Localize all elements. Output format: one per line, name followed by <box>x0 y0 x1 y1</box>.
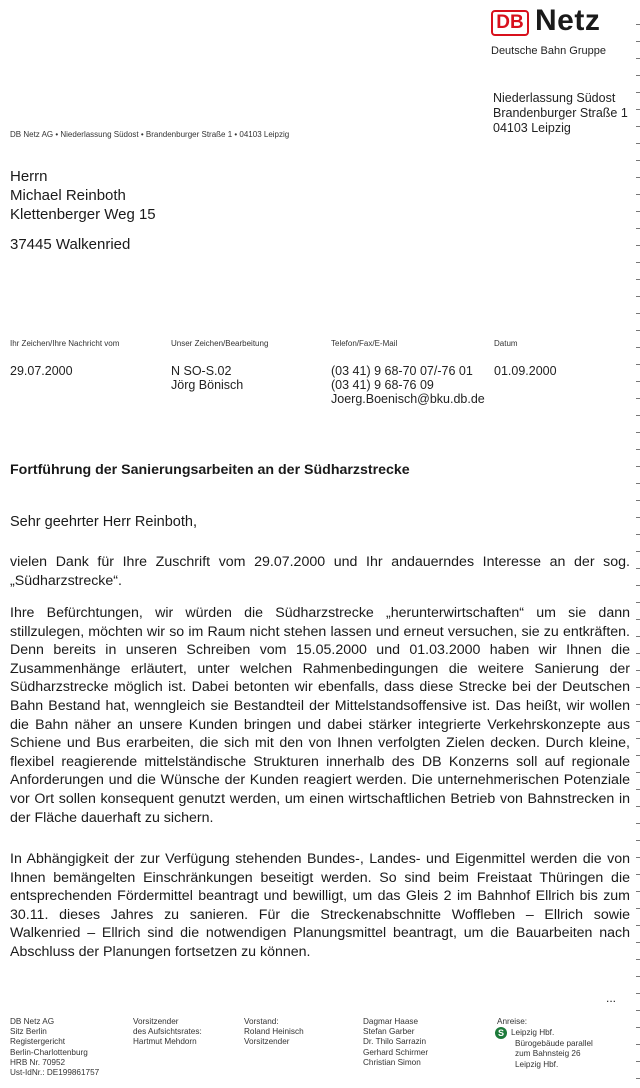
footer-line: Vorsitzender <box>244 1037 290 1047</box>
footer-board <box>244 1017 304 1048</box>
footer-line: Vorsitzender <box>133 1017 179 1026</box>
footer-line: HRB Nr. 70952 <box>10 1057 66 1067</box>
edge-mark <box>636 925 640 926</box>
edge-mark <box>636 857 640 858</box>
ref-label-their: Ihr Zeichen/Ihre Nachricht vom <box>10 339 120 348</box>
edge-mark <box>636 109 640 110</box>
recipient-line: Klettenberger Weg 15 <box>10 206 156 223</box>
letter-subject: Fortführung der Sanierungsarbeiten an der Südharzstrecke <box>10 462 410 478</box>
edge-mark <box>636 874 640 875</box>
edge-mark <box>636 670 640 671</box>
edge-mark <box>636 942 640 943</box>
edge-mark <box>636 687 640 688</box>
ref-label-date: Datum <box>494 339 518 348</box>
edge-mark <box>636 840 640 841</box>
db-netz-logo <box>491 4 615 38</box>
edge-mark <box>636 211 640 212</box>
footer-line: Dagmar Haase <box>363 1017 419 1026</box>
footer-line: Dr. Thilo Sarrazin <box>363 1037 427 1047</box>
footer-line: Hartmut Mehdorn <box>133 1037 197 1047</box>
continuation-mark: ... <box>606 991 617 1005</box>
edge-mark <box>636 41 640 42</box>
edge-mark <box>636 908 640 909</box>
body-paragraph: In Abhängigkeit der zur Verfügung stehenden Bundes-, Landes- und Eigenmittel werden die von Ihnen bemängelten Einschränkungen beseitigt werden. So sind beim Freistaat Thüringen die entsprechenden Fördermittel beantragt und bewilligt, um das Gleis 2 im Bahnhof Ellrich bis zum 30.11. dieses Jahres zu sanieren. Für die Streckenabschnitte Woffleben – Ellrich sowie Walkenried – Ellrich sind die notwendigen Planungsmittel beantragt, um die Bauarbeiten nach Abschluss der Planungen fortsetzen zu können. <box>10 851 630 960</box>
edge-mark <box>636 585 640 586</box>
edge-mark <box>636 568 640 569</box>
edge-mark <box>636 602 640 603</box>
edge-mark <box>636 415 640 416</box>
edge-mark <box>636 1044 640 1045</box>
our-reference-code: N SO-S.02 <box>171 364 232 378</box>
footer-directions-label: Anreise: <box>497 1017 528 1026</box>
footer-line: Berlin-Charlottenburg <box>10 1047 88 1057</box>
letter-date: 01.09.2000 <box>494 364 557 378</box>
edge-mark <box>636 789 640 790</box>
edge-mark <box>636 619 640 620</box>
footer-directions <box>497 1017 593 1070</box>
tagline: Deutsche Bahn Gruppe <box>491 45 606 57</box>
edge-mark <box>636 976 640 977</box>
contact-info <box>331 364 485 406</box>
edge-mark <box>636 92 640 93</box>
sender-address-line: Niederlassung Südost <box>493 91 616 105</box>
return-address-line: DB Netz AG • Niederlassung Südost • Brandenburger Straße 1 • 04103 Leipzig <box>10 130 290 139</box>
footer-directions-line: Leipzig Hbf. <box>511 1028 555 1038</box>
our-reference <box>171 364 243 392</box>
edge-mark <box>636 143 640 144</box>
edge-mark <box>636 160 640 161</box>
contact-fax: (03 41) 9 68-76 09 <box>331 378 434 392</box>
footer-supervisory-board <box>133 1017 202 1048</box>
footer-line: Roland Heinisch <box>244 1027 304 1037</box>
footer-line <box>495 1027 593 1039</box>
edge-mark <box>636 806 640 807</box>
edge-mark <box>636 347 640 348</box>
body-paragraph: Ihre Befürchtungen, wir würden die Südharzstrecke „herunterwirtschaften“ um sie dann stillzulegen, möchten wir so im Raum nicht stehen lassen und erneut versuchen, sie zu entkräften. Denn bereits in unseren Schreiben vom 15.05.2000 und 01.03.2000 haben wir Ihnen die Zusammenhänge erläutert, unter welchen Rahmenbedingungen die weitere Sanierung der Südharzstrecke möglich ist. Dabei betonten wir ebenfalls, dass diese Strecke bei der Deutschen Bahn Bestand hat, wenngleich sie Bestandteil der Mittelstandsoffensive ist. Das heißt, wir wollen die Bahn näher an unsere Kunden bringen und dabei stärker integrierte Verkehrskonzepte aus Schiene und Bus erarbeiten, die sich mit den von Ihnen verfolgten Zielen decken. Durch kleine, flexibel reagierende mittelständische Strukturen innerhalb des DB Konzerns soll auf regionale Anforderungen und die Wünsche der Kunden reagiert werden. Die unternehmerischen Potenziale vor Ort sollen konsequent genutzt werden, um einen wirtschaftlichen Betrieb von Bahnstrecken in der Fläche dauerhaft zu sichern. <box>10 605 630 826</box>
footer-board-members <box>363 1017 428 1068</box>
edge-mark <box>636 517 640 518</box>
edge-mark <box>636 398 640 399</box>
footer-line: Sitz Berlin <box>10 1027 47 1037</box>
logo-netz-word: Netz <box>535 4 601 37</box>
footer-line: Leipzig Hbf. <box>515 1059 559 1069</box>
salutation: Sehr geehrter Herr Reinboth, <box>10 514 197 530</box>
edge-mark <box>636 262 640 263</box>
edge-mark <box>636 959 640 960</box>
edge-mark <box>636 653 640 654</box>
edge-mark <box>636 1027 640 1028</box>
sender-address <box>493 91 628 136</box>
footer-line: Ust-IdNr.: DE199861757 <box>10 1068 100 1078</box>
edge-mark <box>636 534 640 535</box>
edge-mark <box>636 177 640 178</box>
edge-mark <box>636 551 640 552</box>
edge-mark <box>636 466 640 467</box>
edge-mark <box>636 449 640 450</box>
edge-mark <box>636 636 640 637</box>
edge-mark <box>636 993 640 994</box>
edge-mark <box>636 228 640 229</box>
footer-company <box>10 1017 99 1078</box>
our-reference-handler: Jörg Bönisch <box>171 378 244 392</box>
recipient-address <box>10 167 156 224</box>
edge-mark <box>636 279 640 280</box>
recipient-city: 37445 Walkenried <box>10 236 131 253</box>
edge-mark <box>636 772 640 773</box>
edge-mark <box>636 75 640 76</box>
edge-mark <box>636 891 640 892</box>
footer-line: Vorstand: <box>244 1017 279 1026</box>
edge-mark <box>636 432 640 433</box>
footer-line: Registergericht <box>10 1037 66 1047</box>
edge-mark <box>636 58 640 59</box>
footer-line: Stefan Garber <box>363 1027 415 1037</box>
recipient-line: Herrn <box>10 168 48 185</box>
edge-mark <box>636 1078 640 1079</box>
edge-mark <box>636 721 640 722</box>
db-logo-mark: DB <box>491 10 529 36</box>
recipient-line: Michael Reinboth <box>10 187 126 204</box>
footer-line: Bürogebäude parallel <box>515 1039 593 1049</box>
edge-mark <box>636 330 640 331</box>
sbahn-icon: S <box>495 1027 507 1039</box>
contact-phone: (03 41) 9 68-70 07/-76 01 <box>331 364 473 378</box>
footer-line: Christian Simon <box>363 1057 421 1067</box>
edge-mark <box>636 823 640 824</box>
contact-email: Joerg.Boenisch@bku.db.de <box>331 392 485 406</box>
edge-mark <box>636 24 640 25</box>
edge-mark <box>636 1061 640 1062</box>
edge-mark <box>636 296 640 297</box>
edge-mark <box>636 755 640 756</box>
body-paragraph: vielen Dank für Ihre Zuschrift vom 29.07.2000 und Ihr andauerndes Interesse an der sog. „Südharzstrecke“. <box>10 554 630 589</box>
edge-mark <box>636 364 640 365</box>
footer-line: DB Netz AG <box>10 1017 55 1026</box>
sender-address-line: 04103 Leipzig <box>493 121 571 135</box>
edge-mark <box>636 194 640 195</box>
edge-mark <box>636 381 640 382</box>
edge-mark <box>636 1010 640 1011</box>
edge-mark <box>636 126 640 127</box>
footer-line: zum Bahnsteig 26 <box>515 1049 581 1059</box>
edge-mark <box>636 483 640 484</box>
sender-address-line: Brandenburger Straße 1 <box>493 106 628 120</box>
edge-mark <box>636 500 640 501</box>
footer-line: Gerhard Schirmer <box>363 1047 429 1057</box>
edge-mark <box>636 738 640 739</box>
ref-label-ours: Unser Zeichen/Bearbeitung <box>171 339 269 348</box>
footer-line: des Aufsichtsrates: <box>133 1027 202 1037</box>
their-reference: 29.07.2000 <box>10 364 73 378</box>
edge-mark <box>636 313 640 314</box>
edge-mark <box>636 245 640 246</box>
ref-label-contact: Telefon/Fax/E-Mail <box>331 339 398 348</box>
edge-mark <box>636 704 640 705</box>
